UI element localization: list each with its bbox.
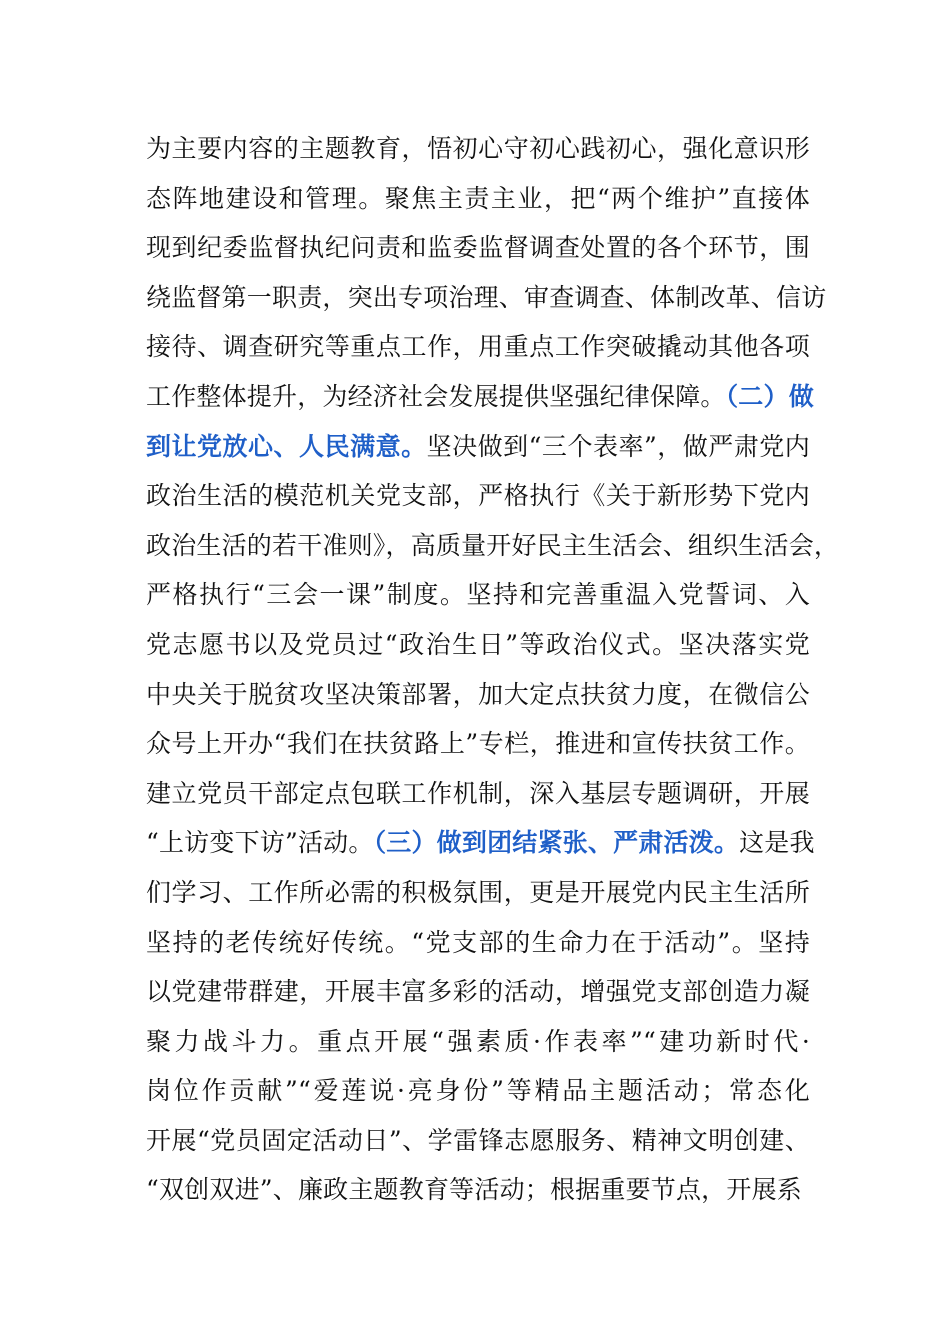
section-heading: （二）做 bbox=[725, 381, 814, 411]
body-text: 政治生活的模范机关党支部，严格执行《关于新形势下党内 bbox=[146, 481, 810, 511]
text-line bbox=[146, 1017, 810, 1067]
document-body bbox=[146, 124, 840, 1215]
body-text: 岗位作贡献”“爱莲说·亮身份”等精品主题活动；常态化 bbox=[146, 1076, 810, 1106]
text-line bbox=[146, 868, 810, 918]
text-line bbox=[146, 570, 810, 620]
text-line bbox=[146, 1165, 810, 1215]
text-line bbox=[146, 1116, 810, 1166]
text-line bbox=[146, 521, 840, 571]
body-text: “双创双进”、廉政主题教育等活动；根据重要节点，开展系 bbox=[146, 1175, 802, 1205]
body-text: 绕监督第一职责，突出专项治理、审查调查、体制改革、信访 bbox=[146, 282, 827, 312]
section-heading: （三）做到团结紧张、严肃活泼。 bbox=[373, 828, 740, 858]
section-heading: 到让党放心、人民满意。 bbox=[146, 431, 427, 461]
text-line bbox=[146, 223, 810, 273]
text-line bbox=[146, 471, 810, 521]
body-text: 聚力战斗力。重点开展“强素质·作表率”“建功新时代· bbox=[146, 1026, 810, 1056]
body-text: 坚决做到“三个表率”，做严肃党内 bbox=[426, 431, 811, 461]
text-line bbox=[146, 174, 810, 224]
text-line bbox=[146, 769, 810, 819]
text-line bbox=[146, 1066, 810, 1116]
body-text: 接待、调查研究等重点工作，用重点工作突破撬动其他各项 bbox=[146, 332, 810, 362]
body-text: 现到纪委监督执纪问责和监委监督调查处置的各个环节，围 bbox=[146, 233, 810, 263]
body-text: 坚持的老传统好传统。“党支部的生命力在于活动”。坚持 bbox=[146, 927, 810, 957]
body-text: “上访变下访”活动。 bbox=[146, 828, 374, 858]
body-text: 建立党员干部定点包联工作机制，深入基层专题调研，开展 bbox=[146, 778, 810, 808]
text-line bbox=[146, 918, 810, 968]
text-line bbox=[146, 670, 810, 720]
text-line bbox=[146, 818, 815, 868]
body-text: 为主要内容的主题教育，悟初心守初心践初心，强化意识形 bbox=[146, 134, 810, 163]
body-text: 们学习、工作所必需的积极氛围，更是开展党内民主生活所 bbox=[146, 877, 810, 907]
text-line bbox=[146, 719, 810, 769]
body-text: 工作整体提升，为经济社会发展提供坚强纪律保障。 bbox=[146, 381, 726, 411]
text-line bbox=[146, 967, 810, 1017]
text-line bbox=[146, 620, 810, 670]
text-line bbox=[146, 322, 810, 372]
text-line bbox=[146, 124, 810, 174]
body-text: 开展“党员固定活动日”、学雷锋志愿服务、精神文明创建、 bbox=[146, 1125, 810, 1155]
text-line bbox=[146, 422, 810, 472]
text-line bbox=[146, 372, 814, 422]
body-text: 这是我 bbox=[739, 828, 815, 858]
body-text: 以党建带群建，开展丰富多彩的活动，增强党支部创造力凝 bbox=[146, 977, 810, 1007]
body-text: 态阵地建设和管理。聚焦主责主业，把“两个维护”直接体 bbox=[146, 183, 810, 213]
body-text: 政治生活的若干准则》，高质量开好民主生活会、组织生活会， bbox=[146, 530, 840, 560]
text-line bbox=[146, 273, 827, 323]
body-text: 党志愿书以及党员过“政治生日”等政治仪式。坚决落实党 bbox=[146, 629, 810, 659]
body-text: 严格执行“三会一课”制度。坚持和完善重温入党誓词、入 bbox=[146, 580, 810, 610]
body-text: 众号上开办“我们在扶贫路上”专栏，推进和宣传扶贫工作。 bbox=[146, 729, 810, 759]
body-text: 中央关于脱贫攻坚决策部署，加大定点扶贫力度，在微信公 bbox=[146, 679, 810, 709]
